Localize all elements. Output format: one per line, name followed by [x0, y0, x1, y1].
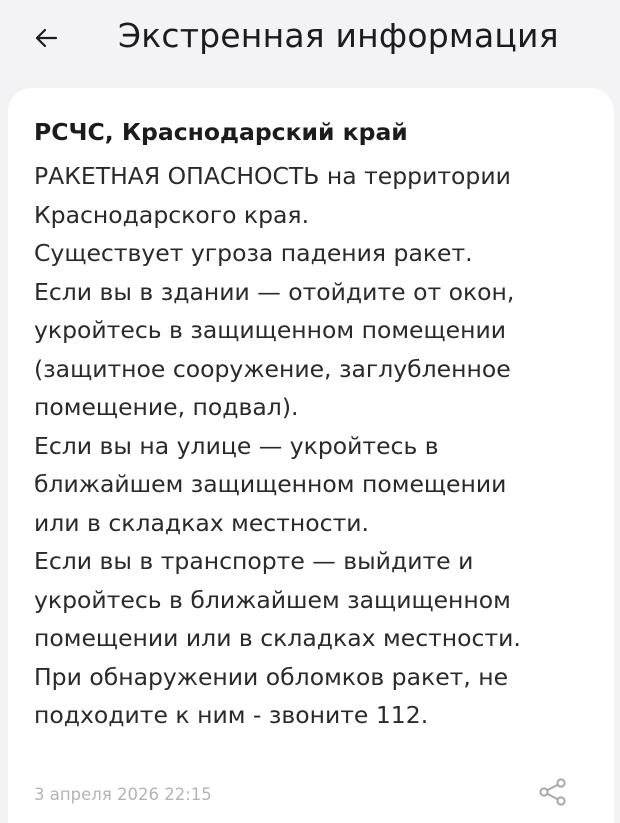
message-line: укройтесь в защищенном помещении [34, 316, 507, 344]
alert-message [34, 157, 594, 735]
message-line: ближайшем защищенном помещении [34, 470, 507, 498]
message-line: подходите к ним - звоните 112. [34, 701, 429, 729]
share-icon [536, 775, 570, 813]
message-line: РАКЕТНАЯ ОПАСНОСТЬ на территории [34, 162, 511, 190]
message-line: или в складках местности. [34, 508, 370, 537]
top-app-bar [0, 0, 620, 80]
message-line: (защитное сооружение, заглубленное [34, 354, 511, 383]
message-line: Если вы на улице — укройтесь в [34, 431, 439, 460]
message-line: Если вы в транспорте — выйдите и [34, 547, 474, 575]
share-button[interactable] [533, 774, 573, 814]
message-line: Если вы в здании — отойдите от окон, [34, 277, 515, 306]
message-line: помещение, подвал). [34, 393, 299, 421]
page-title: Экстренная информация [118, 16, 559, 55]
message-line: помещении или в складках местности. [34, 624, 521, 652]
alert-card [8, 88, 614, 823]
message-line: Краснодарского края. [34, 200, 310, 229]
message-line: При обнаружении обломков ракет, не [34, 662, 509, 691]
arrow-left-icon [32, 24, 60, 56]
back-button[interactable] [28, 22, 64, 58]
alert-timestamp: 3 апреля 2026 22:15 [34, 785, 212, 804]
alert-sender: РСЧС, Краснодарский край [34, 118, 408, 146]
message-line: укройтесь в ближайшем защищенном [34, 585, 511, 614]
message-line: Существует угроза падения ракет. [34, 239, 473, 267]
